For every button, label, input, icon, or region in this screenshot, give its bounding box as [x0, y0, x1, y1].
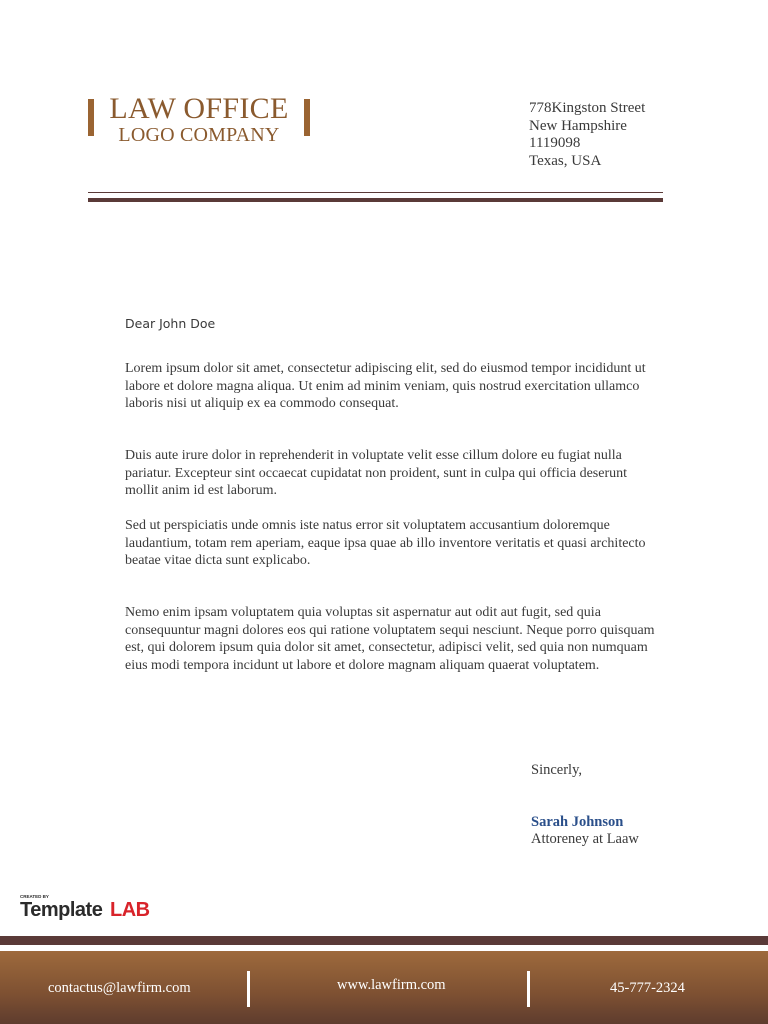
footer-divider — [527, 971, 530, 1007]
footer-top-strip — [0, 936, 768, 945]
logo-line2: LOGO COMPANY — [118, 124, 280, 146]
footer-divider — [247, 971, 250, 1007]
svg-text:Template: Template — [20, 899, 103, 921]
svg-text:CREATED BY: CREATED BY — [20, 894, 49, 899]
signature-title: Attoreney at Laaw — [531, 831, 639, 847]
footer-phone[interactable]: 45-777-2324 — [610, 980, 685, 996]
law-office-logo — [96, 94, 302, 145]
templatelab-logo — [20, 892, 160, 922]
header-divider-thin — [88, 192, 663, 193]
letter-paragraph: Duis aute irure dolor in reprehenderit in voluptate velit esse cillum dolore eu fugiat nulla pariatur. Excepteur sint occaecat cupidatat non proident, sunt in culpa qui officia deserunt mollit anim id est laborum. — [125, 448, 628, 498]
svg-text:LAB: LAB — [110, 899, 150, 921]
closing: Sincerly, — [531, 762, 583, 778]
address-line: 1119098 — [529, 135, 581, 151]
footer-website[interactable]: www.lawfirm.com — [337, 977, 446, 993]
salutation: Dear John Doe — [125, 316, 216, 331]
signature-name: Sarah Johnson — [531, 814, 624, 830]
address-block — [529, 100, 645, 170]
logo-bar-right — [304, 99, 310, 136]
footer-band — [0, 951, 768, 1024]
address-line: 778Kingston Street — [529, 100, 646, 116]
letter-paragraph: Sed ut perspiciatis unde omnis iste natus error sit voluptatem accusantium doloremque laudantium, totam rem aperiam, eaque ipsa quae ab illo inventore veritatis et quasi architecto beatae vitae dicta sunt explicabo. — [125, 518, 646, 568]
header-divider-thick — [88, 198, 663, 202]
logo-line1: LAW OFFICE — [109, 92, 289, 125]
address-line: Texas, USA — [529, 152, 602, 169]
footer-email[interactable]: contactus@lawfirm.com — [48, 980, 191, 996]
logo-bar-left — [88, 99, 94, 136]
letter-paragraph: Nemo enim ipsam voluptatem quia voluptas sit aspernatur aut odit aut fugit, sed quia consequuntur magni dolores eos qui ratione voluptatem sequi nesciunt. Neque porro quisquam est, qui dolorem ipsum quia dolor sit amet, consectetur, adipisci velit, sed quia non numquam eius modi tempora incidunt ut labore et dolore magnam aliquam quaerat voluptatem. — [125, 605, 655, 673]
address-line: New Hampshire — [529, 117, 627, 134]
letter-paragraph: Lorem ipsum dolor sit amet, consectetur adipiscing elit, sed do eiusmod tempor incididunt ut labore et dolore magna aliqua. Ut enim ad minim veniam, quis nostrud exercitation ullamco laboris nisi ut aliquip ex ea commodo consequat. — [125, 361, 646, 411]
